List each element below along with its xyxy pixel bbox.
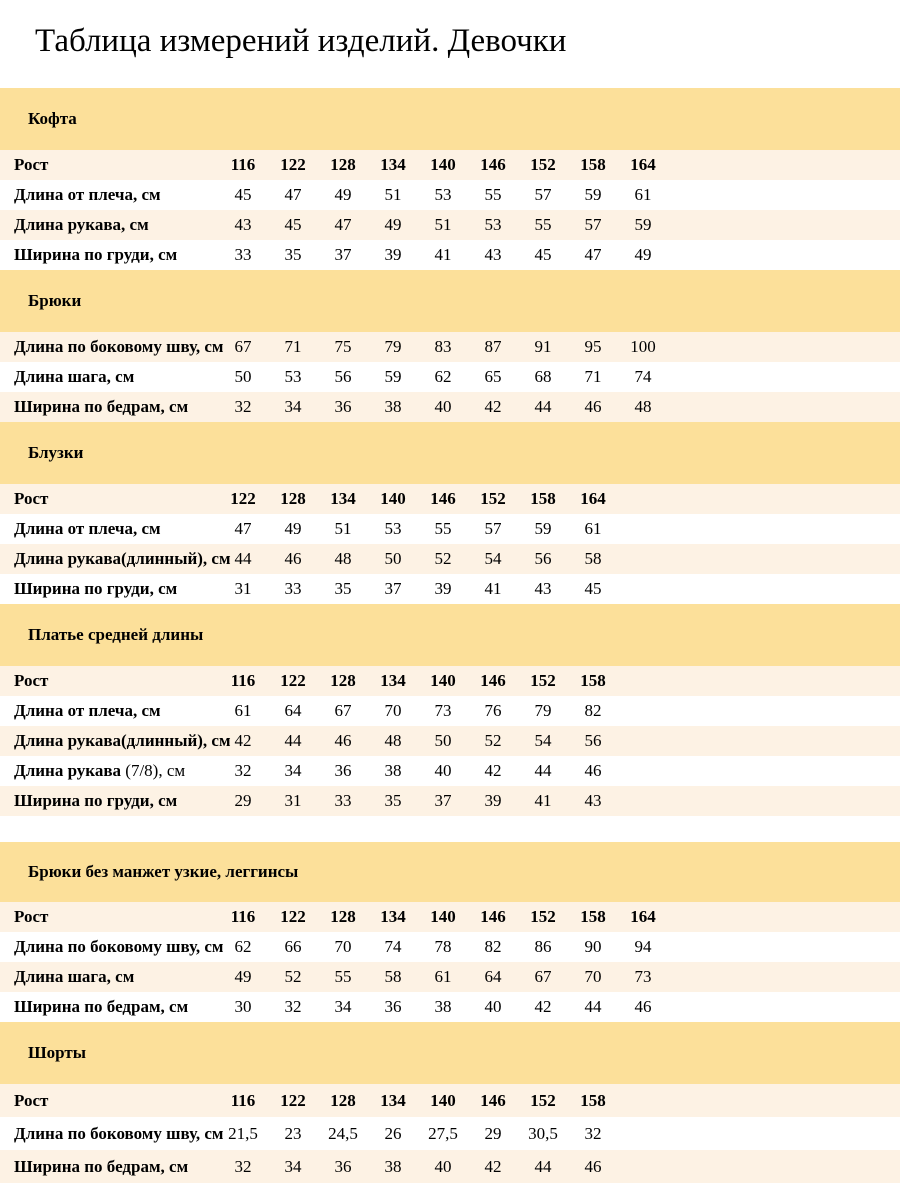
row-label-text: Длина от плеча, см xyxy=(14,519,161,538)
value-cell: 44 xyxy=(534,397,552,416)
value-cell: 146 xyxy=(430,489,456,508)
table-row xyxy=(0,1084,900,1117)
value-cell: 122 xyxy=(280,907,306,926)
value-cell: 116 xyxy=(230,671,256,690)
value-cell: 128 xyxy=(330,155,356,174)
table-row xyxy=(0,362,900,392)
value-cell: 49 xyxy=(634,245,652,264)
value-cell: 32 xyxy=(584,1123,602,1143)
section-header-band xyxy=(0,842,900,902)
value-cell: 42 xyxy=(534,997,552,1016)
row-label-text: Длина рукава(длинный), см xyxy=(14,549,231,568)
value-cell: 164 xyxy=(630,907,656,926)
value-cell: 54 xyxy=(534,731,552,750)
value-cell: 116 xyxy=(230,907,256,926)
row-label xyxy=(0,997,218,1017)
value-cell: 100 xyxy=(630,337,656,356)
value-cell: 33 xyxy=(284,579,302,598)
value-cell: 134 xyxy=(380,907,406,926)
value-cell: 70 xyxy=(334,937,352,956)
value-cell: 44 xyxy=(534,1156,552,1176)
value-cell: 50 xyxy=(384,549,402,568)
table-row xyxy=(0,902,900,932)
row-label-text: Рост xyxy=(14,489,49,508)
value-cell: 40 xyxy=(434,397,452,416)
value-cell: 39 xyxy=(384,245,402,264)
row-label xyxy=(0,761,218,781)
value-cell: 32 xyxy=(284,997,302,1016)
section-table xyxy=(0,902,900,1022)
value-cell: 45 xyxy=(584,579,602,598)
page-header xyxy=(0,0,900,88)
value-cell: 29 xyxy=(484,1123,502,1143)
value-cell: 64 xyxy=(284,701,302,720)
row-label xyxy=(0,337,224,357)
value-cell: 53 xyxy=(384,519,402,538)
value-cell: 42 xyxy=(484,397,502,416)
value-cell: 128 xyxy=(330,907,356,926)
value-cell: 43 xyxy=(234,215,252,234)
value-cell: 47 xyxy=(584,245,602,264)
value-cell: 54 xyxy=(484,549,502,568)
value-cell: 76 xyxy=(484,701,502,720)
value-cell: 49 xyxy=(384,215,402,234)
row-label xyxy=(0,731,231,751)
table-row xyxy=(0,210,900,240)
value-cell: 59 xyxy=(384,367,402,386)
table-row xyxy=(0,992,900,1022)
table-row xyxy=(0,392,900,422)
value-cell: 158 xyxy=(580,671,606,690)
value-cell: 45 xyxy=(284,215,302,234)
table-row xyxy=(0,484,900,514)
value-cell: 35 xyxy=(334,579,352,598)
table-row xyxy=(0,150,900,180)
row-label xyxy=(0,1123,224,1144)
value-cell: 48 xyxy=(334,549,352,568)
value-cell: 140 xyxy=(430,1090,456,1110)
value-cell: 42 xyxy=(234,731,252,750)
value-cell: 134 xyxy=(380,671,406,690)
row-label-text: Ширина по груди, см xyxy=(14,791,178,810)
value-cell: 52 xyxy=(434,549,452,568)
value-cell: 152 xyxy=(530,671,556,690)
value-cell: 116 xyxy=(230,155,256,174)
value-cell: 95 xyxy=(584,337,602,356)
value-cell: 53 xyxy=(284,367,302,386)
value-cell: 33 xyxy=(334,791,352,810)
value-cell: 73 xyxy=(634,967,652,986)
row-label-text: Ширина по бедрам, см xyxy=(14,397,189,416)
section-table xyxy=(0,666,900,816)
section-table xyxy=(0,484,900,604)
value-cell: 47 xyxy=(334,215,352,234)
row-label xyxy=(0,937,224,957)
value-cell: 44 xyxy=(284,731,302,750)
row-label xyxy=(0,907,218,927)
row-label-text: Длина от плеча, см xyxy=(14,185,161,204)
row-label xyxy=(0,549,231,569)
value-cell: 36 xyxy=(334,397,352,416)
row-label-text: Ширина по бедрам, см xyxy=(14,997,189,1016)
value-cell: 74 xyxy=(384,937,402,956)
value-cell: 46 xyxy=(284,549,302,568)
value-cell: 57 xyxy=(584,215,602,234)
value-cell: 158 xyxy=(580,155,606,174)
row-label-text: Длина рукава xyxy=(14,761,122,780)
value-cell: 61 xyxy=(234,701,252,720)
row-label xyxy=(0,671,218,691)
value-cell: 55 xyxy=(484,185,502,204)
section-header-band xyxy=(0,270,900,332)
value-cell: 36 xyxy=(334,761,352,780)
value-cell: 164 xyxy=(580,489,606,508)
table-row xyxy=(0,696,900,726)
section-title: Платье средней длины xyxy=(28,625,204,644)
value-cell: 164 xyxy=(630,155,656,174)
value-cell: 30 xyxy=(234,997,252,1016)
value-cell: 52 xyxy=(284,967,302,986)
value-cell: 49 xyxy=(234,967,252,986)
value-cell: 152 xyxy=(480,489,506,508)
value-cell: 33 xyxy=(234,245,252,264)
value-cell: 38 xyxy=(384,397,402,416)
value-cell: 87 xyxy=(484,337,502,356)
value-cell: 74 xyxy=(634,367,652,386)
table-row xyxy=(0,544,900,574)
value-cell: 57 xyxy=(534,185,552,204)
page-title: Таблица измерений изделий. Девочки xyxy=(35,23,567,59)
value-cell: 66 xyxy=(284,937,302,956)
value-cell: 38 xyxy=(384,1156,402,1176)
value-cell: 128 xyxy=(280,489,306,508)
section-header-band xyxy=(0,88,900,150)
row-label-text: Длина от плеча, см xyxy=(14,701,161,720)
row-label-text: Длина по боковому шву, см xyxy=(14,937,224,956)
value-cell: 56 xyxy=(584,731,602,750)
value-cell: 48 xyxy=(384,731,402,750)
row-label xyxy=(0,489,218,509)
value-cell: 34 xyxy=(334,997,352,1016)
value-cell: 73 xyxy=(434,701,452,720)
value-cell: 67 xyxy=(334,701,352,720)
value-cell: 122 xyxy=(280,155,306,174)
value-cell: 62 xyxy=(234,937,252,956)
value-cell: 37 xyxy=(384,579,402,598)
value-cell: 30,5 xyxy=(528,1123,558,1143)
value-cell: 57 xyxy=(484,519,502,538)
value-cell: 34 xyxy=(284,1156,302,1176)
value-cell: 48 xyxy=(634,397,652,416)
value-cell: 59 xyxy=(534,519,552,538)
row-label xyxy=(0,367,218,387)
value-cell: 40 xyxy=(434,1156,452,1176)
value-cell: 49 xyxy=(334,185,352,204)
size-table-section xyxy=(0,422,900,604)
value-cell: 140 xyxy=(430,155,456,174)
value-cell: 40 xyxy=(484,997,502,1016)
value-cell: 32 xyxy=(234,761,252,780)
row-label xyxy=(0,701,218,721)
value-cell: 134 xyxy=(330,489,356,508)
section-table xyxy=(0,332,900,422)
value-cell: 46 xyxy=(334,731,352,750)
value-cell: 43 xyxy=(484,245,502,264)
value-cell: 158 xyxy=(530,489,556,508)
value-cell: 50 xyxy=(234,367,252,386)
value-cell: 51 xyxy=(434,215,452,234)
value-cell: 78 xyxy=(434,937,452,956)
value-cell: 61 xyxy=(584,519,602,538)
value-cell: 46 xyxy=(634,997,652,1016)
row-label-text: Длина рукава(длинный), см xyxy=(14,731,231,750)
value-cell: 65 xyxy=(484,367,502,386)
value-cell: 37 xyxy=(434,791,452,810)
value-cell: 46 xyxy=(584,1156,602,1176)
table-row xyxy=(0,1117,900,1150)
value-cell: 158 xyxy=(580,1090,606,1110)
value-cell: 43 xyxy=(584,791,602,810)
section-title: Брюки xyxy=(28,291,82,310)
value-cell: 39 xyxy=(484,791,502,810)
section-title: Кофта xyxy=(28,109,77,128)
row-label-text: Ширина по бедрам, см xyxy=(14,1156,189,1176)
value-cell: 70 xyxy=(384,701,402,720)
row-label xyxy=(0,579,218,599)
value-cell: 38 xyxy=(434,997,452,1016)
value-cell: 32 xyxy=(234,1156,252,1176)
value-cell: 53 xyxy=(434,185,452,204)
value-cell: 24,5 xyxy=(328,1123,358,1143)
value-cell: 90 xyxy=(584,937,602,956)
row-label-text: Ширина по груди, см xyxy=(14,579,178,598)
section-header-band xyxy=(0,422,900,484)
value-cell: 67 xyxy=(534,967,552,986)
value-cell: 31 xyxy=(234,579,252,598)
value-cell: 140 xyxy=(430,671,456,690)
value-cell: 58 xyxy=(384,967,402,986)
row-label xyxy=(0,791,218,811)
value-cell: 47 xyxy=(284,185,302,204)
value-cell: 51 xyxy=(334,519,352,538)
value-cell: 42 xyxy=(484,1156,502,1176)
row-label xyxy=(0,397,218,417)
value-cell: 83 xyxy=(434,337,452,356)
row-label xyxy=(0,155,218,175)
table-row xyxy=(0,180,900,210)
value-cell: 55 xyxy=(534,215,552,234)
table-row xyxy=(0,1150,900,1183)
section-title: Брюки без манжет узкие, леггинсы xyxy=(28,862,299,881)
value-cell: 41 xyxy=(434,245,452,264)
value-cell: 32 xyxy=(234,397,252,416)
value-cell: 134 xyxy=(380,1090,406,1110)
table-row xyxy=(0,332,900,362)
value-cell: 46 xyxy=(584,397,602,416)
value-cell: 44 xyxy=(584,997,602,1016)
size-table-section xyxy=(0,88,900,270)
value-cell: 56 xyxy=(534,549,552,568)
value-cell: 41 xyxy=(534,791,552,810)
row-label-text: Рост xyxy=(14,1090,49,1110)
row-label-text: Рост xyxy=(14,907,49,926)
value-cell: 146 xyxy=(480,1090,506,1110)
value-cell: 55 xyxy=(334,967,352,986)
value-cell: 46 xyxy=(584,761,602,780)
value-cell: 58 xyxy=(584,549,602,568)
value-cell: 41 xyxy=(484,579,502,598)
value-cell: 68 xyxy=(534,367,552,386)
table-row xyxy=(0,932,900,962)
table-row xyxy=(0,756,900,786)
table-row xyxy=(0,240,900,270)
value-cell: 27,5 xyxy=(428,1123,458,1143)
value-cell: 152 xyxy=(530,1090,556,1110)
row-label-text: Рост xyxy=(14,671,49,690)
row-label-text: Длина шага, см xyxy=(14,367,135,386)
value-cell: 140 xyxy=(430,907,456,926)
section-table xyxy=(0,150,900,270)
section-header-band xyxy=(0,1022,900,1084)
value-cell: 45 xyxy=(534,245,552,264)
value-cell: 152 xyxy=(530,907,556,926)
value-cell: 56 xyxy=(334,367,352,386)
value-cell: 23 xyxy=(284,1123,302,1143)
value-cell: 38 xyxy=(384,761,402,780)
value-cell: 75 xyxy=(334,337,352,356)
row-label xyxy=(0,215,218,235)
value-cell: 79 xyxy=(534,701,552,720)
value-cell: 26 xyxy=(384,1123,402,1143)
row-label xyxy=(0,519,218,539)
value-cell: 61 xyxy=(434,967,452,986)
value-cell: 82 xyxy=(484,937,502,956)
value-cell: 152 xyxy=(530,155,556,174)
row-label-suffix: (7/8), см xyxy=(121,761,186,780)
value-cell: 61 xyxy=(634,185,652,204)
value-cell: 71 xyxy=(284,337,302,356)
value-cell: 82 xyxy=(584,701,602,720)
value-cell: 36 xyxy=(334,1156,352,1176)
section-title: Блузки xyxy=(28,443,84,462)
size-table-section xyxy=(0,1022,900,1183)
value-cell: 55 xyxy=(434,519,452,538)
size-table-section xyxy=(0,270,900,422)
value-cell: 79 xyxy=(384,337,402,356)
value-cell: 59 xyxy=(634,215,652,234)
value-cell: 51 xyxy=(384,185,402,204)
value-cell: 122 xyxy=(280,671,306,690)
value-cell: 40 xyxy=(434,761,452,780)
value-cell: 59 xyxy=(584,185,602,204)
value-cell: 128 xyxy=(330,671,356,690)
table-row xyxy=(0,786,900,816)
value-cell: 47 xyxy=(234,519,252,538)
table-row xyxy=(0,666,900,696)
value-cell: 44 xyxy=(534,761,552,780)
value-cell: 50 xyxy=(434,731,452,750)
row-label xyxy=(0,185,218,205)
value-cell: 122 xyxy=(280,1090,306,1110)
value-cell: 140 xyxy=(380,489,406,508)
value-cell: 43 xyxy=(534,579,552,598)
section-header-band xyxy=(0,604,900,666)
row-label-text: Длина по боковому шву, см xyxy=(14,337,224,356)
value-cell: 94 xyxy=(634,937,652,956)
table-row xyxy=(0,514,900,544)
value-cell: 122 xyxy=(230,489,256,508)
value-cell: 70 xyxy=(584,967,602,986)
row-label xyxy=(0,967,218,987)
value-cell: 71 xyxy=(584,367,602,386)
section-title: Шорты xyxy=(28,1043,87,1062)
value-cell: 116 xyxy=(230,1090,256,1110)
value-cell: 67 xyxy=(234,337,252,356)
row-label-text: Длина шага, см xyxy=(14,967,135,986)
table-row xyxy=(0,726,900,756)
row-label xyxy=(0,1157,218,1177)
row-label xyxy=(0,245,218,265)
value-cell: 45 xyxy=(234,185,252,204)
row-label-text: Рост xyxy=(14,155,49,174)
row-label-text: Длина рукава, см xyxy=(14,215,149,234)
value-cell: 64 xyxy=(484,967,502,986)
value-cell: 29 xyxy=(234,791,252,810)
row-label xyxy=(0,1091,218,1111)
row-label-text: Длина по боковому шву, см xyxy=(14,1123,224,1143)
value-cell: 134 xyxy=(380,155,406,174)
value-cell: 35 xyxy=(384,791,402,810)
section-table xyxy=(0,1084,900,1183)
value-cell: 146 xyxy=(480,155,506,174)
value-cell: 36 xyxy=(384,997,402,1016)
value-cell: 62 xyxy=(434,367,452,386)
value-cell: 21,5 xyxy=(228,1123,258,1143)
value-cell: 31 xyxy=(284,791,302,810)
value-cell: 128 xyxy=(330,1090,356,1110)
value-cell: 86 xyxy=(534,937,552,956)
table-row xyxy=(0,962,900,992)
row-label-text: Ширина по груди, см xyxy=(14,245,178,264)
value-cell: 42 xyxy=(484,761,502,780)
value-cell: 52 xyxy=(484,731,502,750)
size-tables-container xyxy=(0,88,900,1183)
value-cell: 53 xyxy=(484,215,502,234)
table-row xyxy=(0,574,900,604)
value-cell: 37 xyxy=(334,245,352,264)
size-table-section xyxy=(0,842,900,1022)
value-cell: 158 xyxy=(580,907,606,926)
value-cell: 44 xyxy=(234,549,252,568)
value-cell: 146 xyxy=(480,671,506,690)
value-cell: 39 xyxy=(434,579,452,598)
value-cell: 35 xyxy=(284,245,302,264)
value-cell: 146 xyxy=(480,907,506,926)
value-cell: 91 xyxy=(534,337,552,356)
value-cell: 34 xyxy=(284,397,302,416)
value-cell: 49 xyxy=(284,519,302,538)
size-table-section xyxy=(0,604,900,816)
value-cell: 34 xyxy=(284,761,302,780)
